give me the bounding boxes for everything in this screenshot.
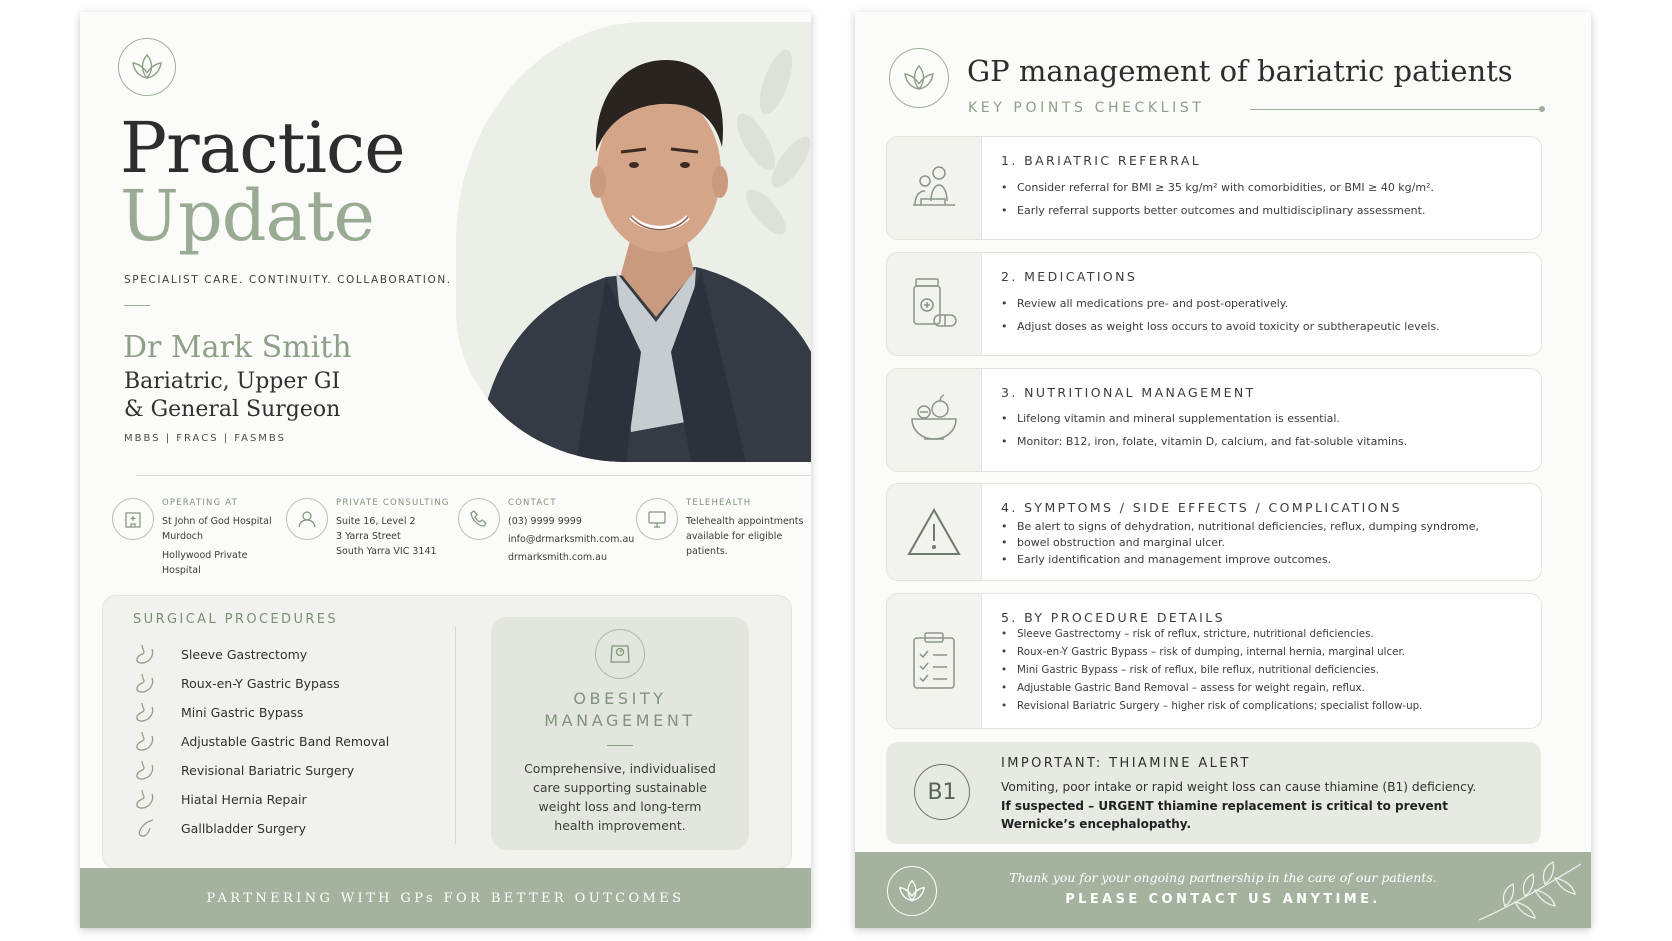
user-icon [286,498,328,540]
email-link[interactable]: info@drmarksmith.com.au [508,534,635,545]
thiamine-alert [886,742,1541,844]
hospital-icon [112,498,154,540]
footer-contact: PLEASE CONTACT US ANYTIME. [1065,892,1381,907]
clipboard-icon [887,594,982,728]
card-title: 1. BARIATRIC REFERRAL [1001,153,1202,168]
card-title: 3. NUTRITIONAL MANAGEMENT [1001,385,1256,400]
contact-heading: OPERATING AT [162,498,238,508]
warning-icon [887,484,982,580]
procedure-item: Mini Gastric Bypass [133,700,303,724]
obesity-text: weight loss and long-term [538,799,702,814]
card-title: 4. SYMPTOMS / SIDE EFFECTS / COMPLICATIONS [1001,500,1402,515]
contact-line: Hospital [162,565,201,576]
alert-text-bold: If suspected – URGENT thiamine replacement is critical to prevent [1001,799,1448,813]
stomach-icon [133,758,161,782]
alert-title: IMPORTANT: THIAMINE ALERT [1001,756,1251,771]
lotus-logo-icon [889,48,949,108]
contact-line: St John of God Hospital [162,516,272,527]
obesity-text: care supporting sustainable [532,780,708,795]
short-divider [607,745,633,746]
gp-checklist-page [855,12,1591,928]
stomach-icon [133,700,161,724]
right-footer [855,852,1591,928]
procedure-item: Revisional Bariatric Surgery [133,758,354,782]
left-footer [80,868,811,928]
checklist-card-referral: 1. BARIATRIC REFERRAL Consider referral for BMI ≥ 35 kg/m² with comorbidities, or BMI ≥ 40 kg/m². Early referral supports better outcomes and multidisciplinary assessment. [886,136,1542,240]
procedure-item: Adjustable Gastric Band Removal [133,729,389,753]
card-title: 5. BY PROCEDURE DETAILS [1001,610,1225,625]
obesity-title-line-1: OBESITY [573,689,667,708]
phone-number[interactable]: (03) 9999 9999 [508,516,582,527]
contact-heading: CONTACT [508,498,557,508]
obesity-management-box [491,617,749,850]
nutrition-icon [887,369,982,471]
stomach-icon [133,729,161,753]
obesity-text: health improvement. [554,818,686,833]
checklist-card-procedures: 5. BY PROCEDURE DETAILS Sleeve Gastrectomy – risk of reflux, stricture, nutritional deficiencies. Roux-en-Y Gastric Bypass – risk of dumping, internal hernia, marginal ulcer. Mini Gastric Bypass – risk of reflux, bile reflux, nutritional deficiencies. Adjustable Gastric Band Removal – assess for weight regain, reflux. Revisional Bariatric Surgery – higher risk of complications; specialist follow-up. [886,593,1542,729]
stomach-icon [133,787,161,811]
section-divider [136,475,811,476]
stomach-icon [133,642,161,666]
doctor-photo [456,22,811,462]
contact-line: patients. [686,546,728,557]
b1-badge: B1 [914,764,970,820]
specialty-line-2: & General Surgeon [124,397,341,422]
checklist-subtitle: KEY POINTS CHECKLIST [968,100,1205,116]
qualifications: MBBS | FRACS | FASMBS [124,433,286,444]
contact-line: available for eligible [686,531,783,542]
gallbladder-icon [133,816,161,840]
practice-update-page [80,12,811,928]
alert-text: Vomiting, poor intake or rapid weight loss can cause thiamine (B1) deficiency. [1001,780,1477,794]
procedure-item: Roux-en-Y Gastric Bypass [133,671,340,695]
lotus-logo-icon [118,38,176,96]
scale-icon [595,629,645,679]
title-practice: Practice [120,107,405,189]
procedures-title: SURGICAL PROCEDURES [133,612,339,627]
contact-line: Murdoch [162,531,204,542]
obesity-title-line-2: MANAGEMENT [544,711,696,730]
checklist-title: GP management of bariatric patients [967,54,1513,88]
contact-line: Telehealth appointments [686,516,804,527]
website-link[interactable]: drmarksmith.com.au [508,552,608,563]
doctor-name: Dr Mark Smith [123,330,352,365]
tagline: SPECIALIST CARE. CONTINUITY. COLLABORATION. [124,274,452,286]
contact-line: Suite 16, Level 2 [336,516,416,527]
monitor-icon [636,498,678,540]
contact-line: 3 Yarra Street [336,531,401,542]
contact-line: Hollywood Private [162,550,248,561]
phone-icon [458,498,500,540]
subtitle-rule [1250,109,1540,110]
contact-heading: PRIVATE CONSULTING [336,498,450,508]
contact-line: South Yarra VIC 3141 [336,546,437,557]
footer-tagline: PARTNERING WITH GPs FOR BETTER OUTCOMES [206,890,685,906]
title-update: Update [120,175,374,257]
card-title: 2. MEDICATIONS [1001,269,1138,284]
subtitle-rule-dot [1539,106,1545,112]
surgical-procedures-panel [102,595,792,869]
checklist-card-complications: 4. SYMPTOMS / SIDE EFFECTS / COMPLICATIONS Be alert to signs of dehydration, nutritional deficiencies, reflux, dumping syndrome, bowel obstruction and marginal ulcer. Early identification and management improve outcomes. [886,483,1542,581]
alert-text-bold: Wernicke’s encephalopathy. [1001,817,1192,831]
short-divider [124,305,150,306]
footer-thanks: Thank you for your ongoing partnership in the care of our patients. [1009,870,1437,885]
panel-divider [455,626,456,844]
stomach-icon [133,671,161,695]
contact-heading: TELEHEALTH [686,498,752,508]
procedure-item: Hiatal Hernia Repair [133,787,307,811]
medication-icon [887,253,982,355]
obesity-text: Comprehensive, individualised [524,761,716,776]
specialty-line-1: Bariatric, Upper GI [124,369,341,394]
procedure-item: Gallbladder Surgery [133,816,306,840]
checklist-card-nutrition: 3. NUTRITIONAL MANAGEMENT Lifelong vitamin and mineral supplementation is essential. Monitor: B12, iron, folate, vitamin D, calcium, and fat-soluble vitamins. [886,368,1542,472]
procedure-item: Sleeve Gastrectomy [133,642,307,666]
checklist-card-medications: 2. MEDICATIONS Review all medications pre- and post-operatively. Adjust doses as weight loss occurs to avoid toxicity or subtherapeutic levels. [886,252,1542,356]
leaf-decoration-icon [1475,858,1585,924]
referral-icon [887,137,982,239]
